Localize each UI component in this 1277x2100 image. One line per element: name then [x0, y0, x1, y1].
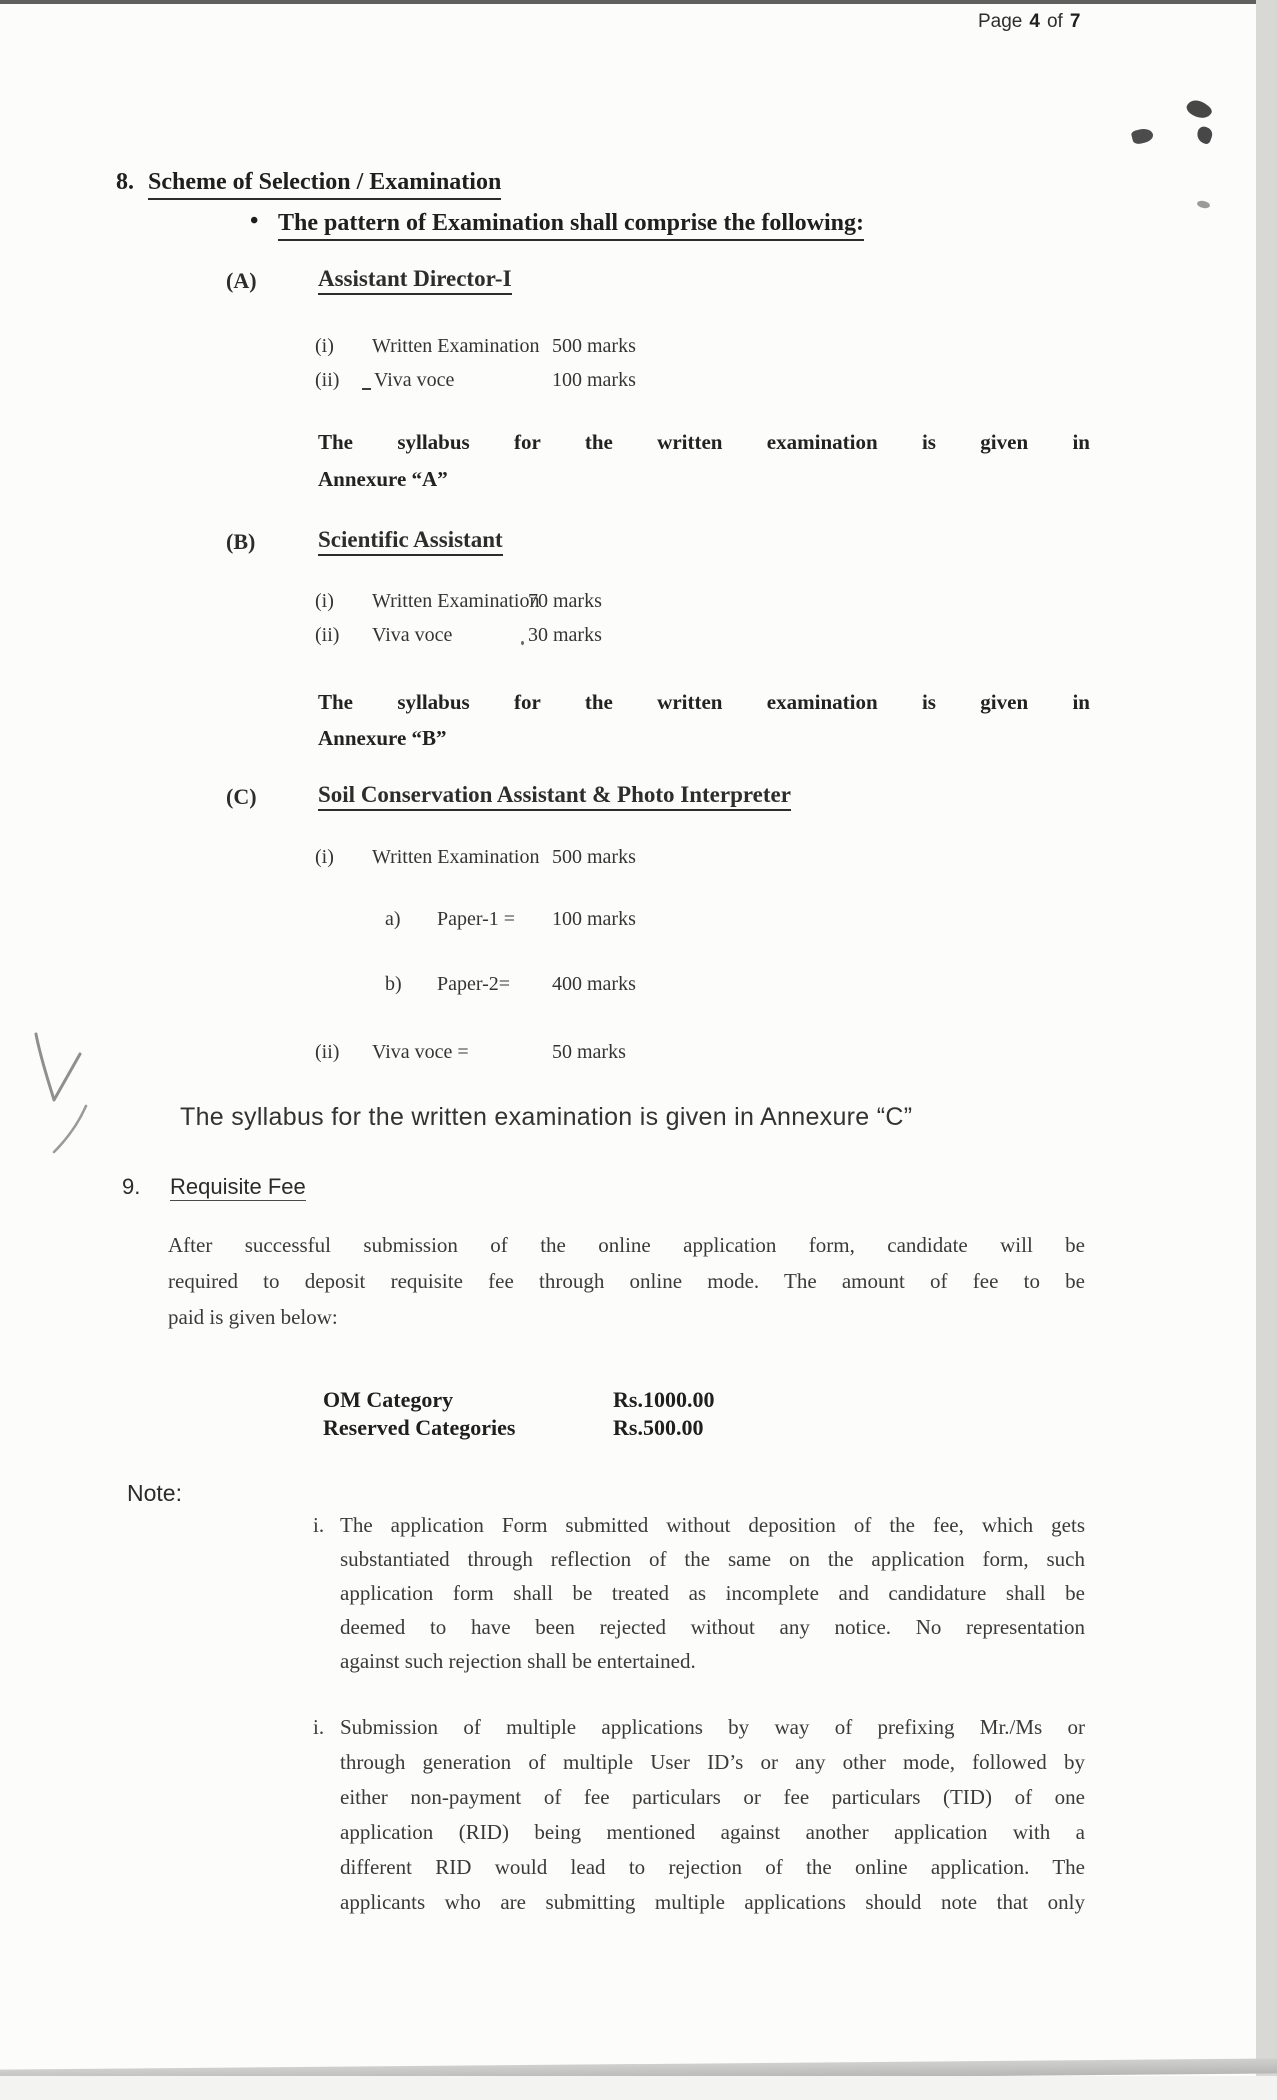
partC-role: Soil Conservation Assistant & Photo Interpreter — [318, 782, 791, 811]
stray-dot-mark — [521, 641, 524, 645]
partB-syllabus-line1: The syllabus for the written examination is given in — [318, 690, 1090, 714]
partC-sub-a-marks: 100 marks — [552, 908, 636, 930]
partC-sub-b-num: b) — [385, 973, 402, 995]
page-total: 7 — [1069, 11, 1081, 32]
partC-item2-num: (ii) — [315, 1041, 340, 1063]
note-item2-marker: i. — [313, 1715, 325, 1739]
partB-syllabus-line2: Annexure “B” — [318, 726, 447, 750]
fee-row-amount: Rs.500.00 — [613, 1415, 704, 1440]
partA-item2-num: (ii) — [315, 369, 340, 391]
note-item2-line: Submission of multiple applications by way of prefixing Mr./Ms or — [340, 1715, 1085, 1739]
fee-paragraph-line2: required to deposit requisite fee through online mode. The amount of fee to be — [168, 1269, 1085, 1293]
bullet-text: The pattern of Examination shall comprise the following: — [278, 210, 864, 241]
partA-label: (A) — [226, 268, 257, 293]
of-word: of — [1046, 11, 1063, 32]
ink-smudge — [1184, 95, 1213, 123]
partB-item1-marks: 70 marks — [528, 590, 602, 612]
partC-syllabus-line: The syllabus for the written examination is given in Annexure “C” — [180, 1103, 913, 1131]
note-item2-line: either non-payment of fee particulars or fee particulars (TID) of one — [340, 1785, 1085, 1809]
handwritten-mark — [24, 1028, 114, 1158]
partC-item1-marks: 500 marks — [552, 846, 636, 868]
note-item1-line: deemed to have been rejected without any notice. No representation — [340, 1615, 1085, 1639]
section9-title: Requisite Fee — [170, 1174, 306, 1201]
note-item1-line: against such rejection shall be entertained. — [340, 1649, 696, 1673]
partA-syllabus-line2: Annexure “A” — [318, 467, 448, 491]
scan-bottom-margin — [0, 2076, 1277, 2100]
partB-role: Scientific Assistant — [318, 527, 503, 556]
fee-paragraph-line3: paid is given below: — [168, 1305, 338, 1329]
note-item1-line: substantiated through reflection of the same on the application form, such — [340, 1547, 1085, 1571]
page-word: Page — [978, 11, 1023, 32]
partA-syllabus-line1: The syllabus for the written examination is given in — [318, 430, 1090, 454]
note-item2-line: applicants who are submitting multiple applications should note that only — [340, 1890, 1085, 1914]
partB-item2-num: (ii) — [315, 624, 340, 646]
section8-number: 8. — [116, 169, 134, 195]
partC-sub-b-marks: 400 marks — [552, 973, 636, 995]
ink-smudge — [1195, 125, 1215, 145]
partC-item2-marks: 50 marks — [552, 1041, 626, 1063]
partC-item2-name: Viva voce = — [372, 1041, 469, 1063]
partA-item1-name: Written Examination — [372, 335, 540, 357]
partB-item2-name: Viva voce — [372, 624, 453, 646]
partA-item1-marks: 500 marks — [552, 335, 636, 357]
fee-row-amount: Rs.1000.00 — [613, 1387, 715, 1412]
note-label: Note: — [127, 1480, 182, 1506]
note-item2-line: application (RID) being mentioned against another application with a — [340, 1820, 1085, 1844]
partB-label: (B) — [226, 529, 256, 554]
scan-top-edge — [0, 0, 1277, 4]
partC-item1-num: (i) — [315, 846, 334, 868]
note-item1-line: The application Form submitted without deposition of the fee, which gets — [340, 1513, 1085, 1537]
note-item1-marker: i. — [313, 1513, 325, 1537]
partC-item1-name: Written Examination — [372, 846, 540, 868]
section8-title: Scheme of Selection / Examination — [148, 169, 501, 200]
partA-item2-name: Viva voce — [374, 369, 455, 391]
partB-item1-name: Written Examination — [372, 590, 540, 612]
partA-role: Assistant Director-I — [318, 266, 512, 295]
partA-item1-num: (i) — [315, 335, 334, 357]
fee-paragraph-line1: After successful submission of the online application form, candidate will be — [168, 1233, 1085, 1257]
note-item2-line: through generation of multiple User ID’s or any other mode, followed by — [340, 1750, 1085, 1774]
stray-underscore-mark — [362, 388, 371, 390]
partC-sub-a-num: a) — [385, 908, 401, 930]
scan-right-edge — [1256, 0, 1277, 2100]
ink-smudge — [1196, 200, 1210, 210]
partB-item1-num: (i) — [315, 590, 334, 612]
partC-sub-a-name: Paper-1 = — [437, 908, 516, 930]
partC-label: (C) — [226, 784, 257, 809]
fee-row-category: Reserved Categories — [323, 1415, 516, 1440]
page-current: 4 — [1029, 11, 1040, 32]
fee-row-category: OM Category — [323, 1387, 454, 1412]
bullet-marker: • — [250, 208, 259, 234]
note-item2-line: different RID would lead to rejection of the online application. The — [340, 1855, 1085, 1879]
partC-sub-b-name: Paper-2= — [437, 973, 511, 995]
partB-item2-marks: 30 marks — [528, 624, 602, 646]
ink-smudge — [1131, 127, 1155, 146]
note-item1-line: application form shall be treated as incomplete and candidature shall be — [340, 1581, 1085, 1605]
section9-number: 9. — [122, 1174, 141, 1199]
partA-item2-marks: 100 marks — [552, 369, 636, 391]
page-number — [978, 11, 1080, 33]
